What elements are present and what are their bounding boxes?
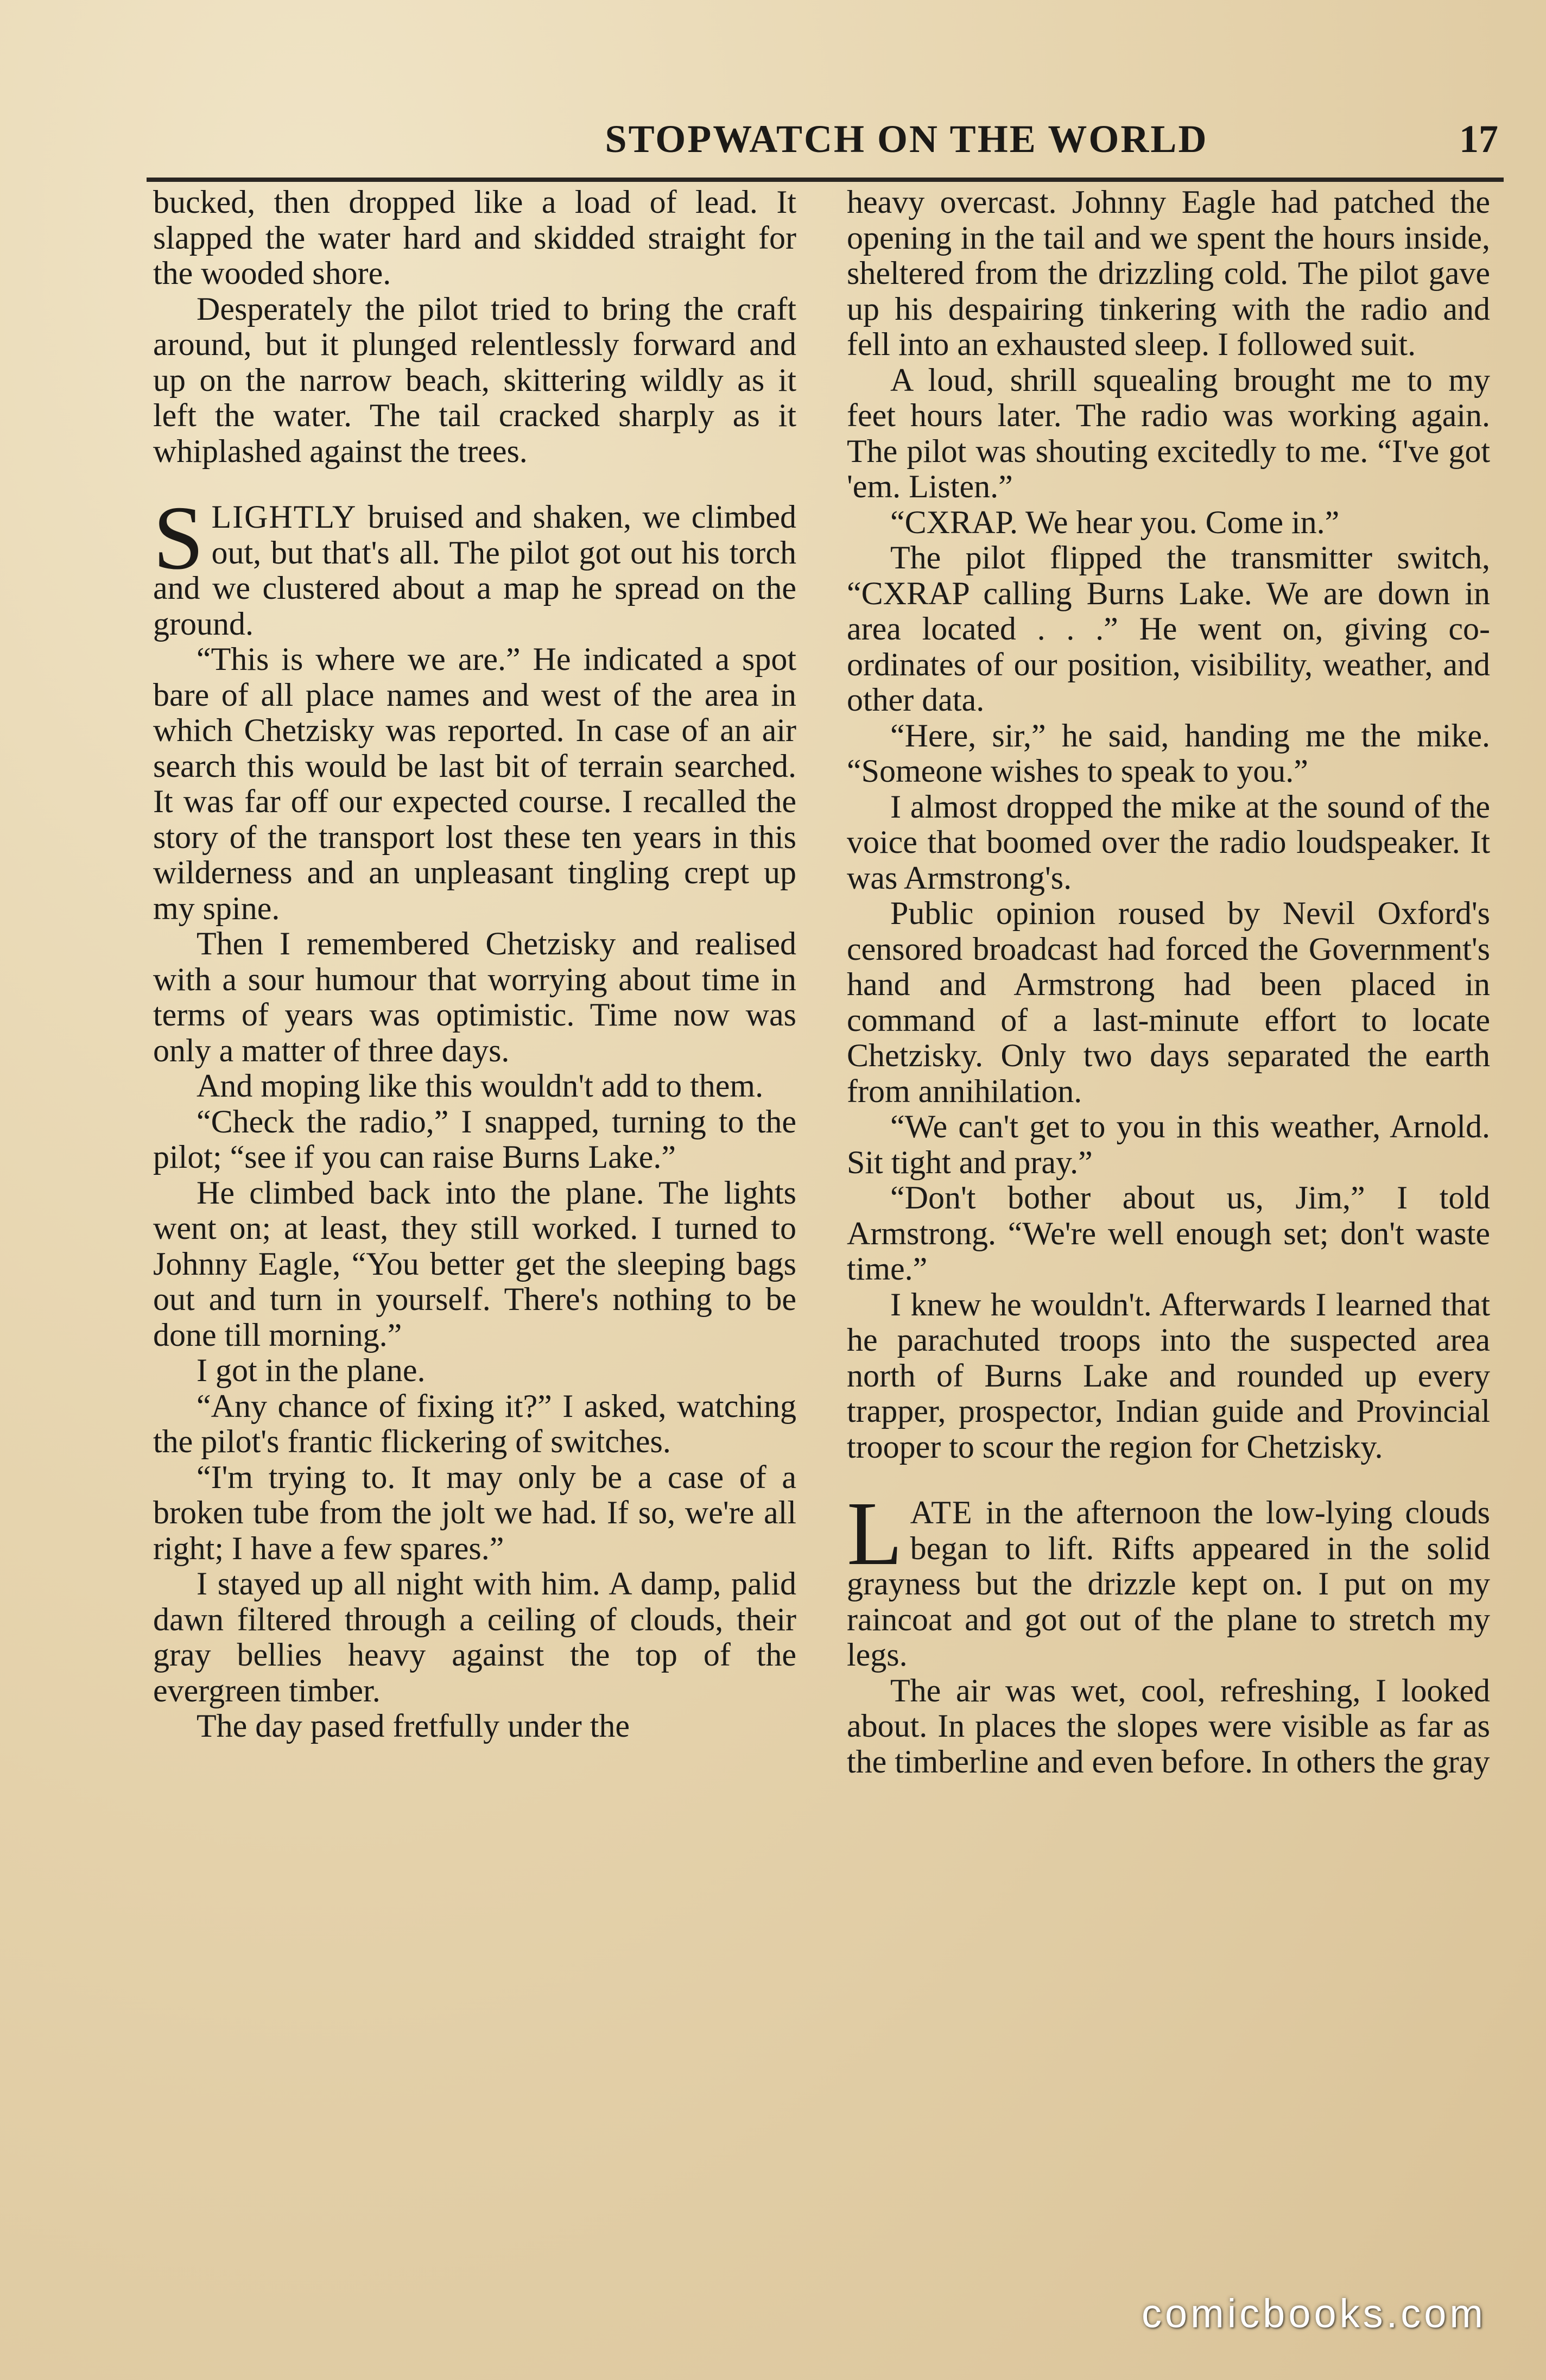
paragraph: Desperately the pilot tried to bring the craft around, but it plunged relentlessly forward and up on the narrow beach, skittering wildly as it left the water. The tail cracked sharply as it whiplashed against the trees. (153, 290, 796, 469)
lead-in-word: LIGHTLY (211, 499, 357, 535)
lead-in-word: ATE (910, 1495, 973, 1530)
paragraph: A loud, shrill squealing brought me to my feet hours later. The radio was working again. The pilot was shouting excitedly to me. “I've got 'em. Listen.” (847, 362, 1490, 504)
paragraph: I knew he wouldn't. Afterwards I learned that he parachuted troops into the suspected area north of Burns Lake and rounded up every trapper, prospector, Indian guide and Provincial trooper to scour the region for Chetzisky. (847, 1286, 1490, 1465)
paragraph: I got in the plane. (197, 1352, 426, 1388)
paragraph: The pilot flipped the transmitter switch, “CXRAP calling Burns Lake. We are down in area located . . .” He went on, giving co-ordinates of our position, visibility, weather, and other data. (847, 540, 1490, 718)
drop-cap: L (847, 1483, 903, 1584)
paragraph: “Check the radio,” I snapped, turning to the pilot; “see if you can raise Burns Lake.” (153, 1103, 796, 1175)
running-head: STOPWATCH ON THE WORLD (605, 117, 1208, 161)
paragraph: The day pased fretfully under the (197, 1708, 630, 1744)
paragraph: And moping like this wouldn't add to them. (197, 1068, 764, 1104)
paragraph: “Don't bother about us, Jim,” I told Armstrong. “We're well enough set; don't waste time.” (847, 1180, 1490, 1287)
paragraph: “This is where we are.” He indicated a spot bare of all place names and west of the area in which Chetzisky was reported. In case of an air search this would be last bit of terrain searched. It was far off our expected course. I recalled the story of the transport lost these ten years in this wilderness and an unpleasant tingling crept up my spine. (153, 641, 796, 926)
paragraph: I stayed up all night with him. A damp, palid dawn filtered through a ceiling of clouds, their gray bellies heavy against the top of the evergreen timber. (153, 1566, 796, 1708)
paragraph: Then I remembered Chetzisky and realised with a sour humour that worrying about time in terms of years was optimistic. Time now was only a matter of three days. (153, 926, 796, 1068)
section-opening-paragraph (153, 488, 796, 642)
paragraph-text: bruised and shaken, we climbed out, but that's all. The pilot got out his torch and we clustered about a map he spread on the ground. (153, 499, 796, 642)
paragraph: I almost dropped the mike at the sound of the voice that boomed over the radio loudspeaker. It was Armstrong's. (847, 788, 1490, 896)
paragraph-text: in the afternoon the low-lying clouds began to lift. Rifts appeared in the solid grayness but the drizzle kept on. I put on my raincoat and got out of the plane to stretch my legs. (847, 1495, 1490, 1673)
left-column (153, 185, 796, 2269)
watermark: comicbooks.com (1141, 2291, 1486, 2336)
paragraph: “Here, sir,” he said, handing me the mike. “Someone wishes to speak to you.” (847, 717, 1490, 789)
header-rule (147, 178, 1504, 182)
page-header (152, 117, 1498, 166)
paragraph: bucked, then dropped like a load of lead. It slapped the water hard and skidded straight for the wooded shore. (153, 185, 796, 291)
paragraph: “We can't get to you in this weather, Arnold. Sit tight and pray.” (847, 1109, 1490, 1180)
paragraph: He climbed back into the plane. The lights went on; at least, they still worked. I turned to Johnny Eagle, “You better get the sleeping bags out and turn in yourself. There's nothing to be done till morning.” (153, 1174, 796, 1353)
right-column (847, 185, 1490, 2269)
paragraph: “Any chance of fixing it?” I asked, watching the pilot's frantic flickering of switches. (153, 1388, 796, 1459)
drop-cap: S (153, 488, 204, 588)
paragraph: “I'm trying to. It may only be a case of a broken tube from the jolt we had. If so, we're all right; I have a few spares.” (153, 1459, 796, 1566)
section-opening-paragraph (847, 1483, 1490, 1673)
page-number: 17 (1459, 117, 1498, 161)
paragraph: Public opinion roused by Nevil Oxford's censored broadcast had forced the Government's hand and Armstrong had been placed in command of a last-minute effort to locate Chetzisky. Only two days separated the earth from annihilation. (847, 895, 1490, 1109)
paragraph: The air was wet, cool, refreshing, I looked about. In places the slopes were visible as far as the timberline and even before. In others the gray (847, 1672, 1490, 1780)
paragraph: heavy overcast. Johnny Eagle had patched the opening in the tail and we spent the hours inside, sheltered from the drizzling cold. The pilot gave up his despairing tinkering with the radio and fell into an exhausted sleep. I followed suit. (847, 185, 1490, 362)
paragraph: “CXRAP. We hear you. Come in.” (890, 504, 1340, 540)
